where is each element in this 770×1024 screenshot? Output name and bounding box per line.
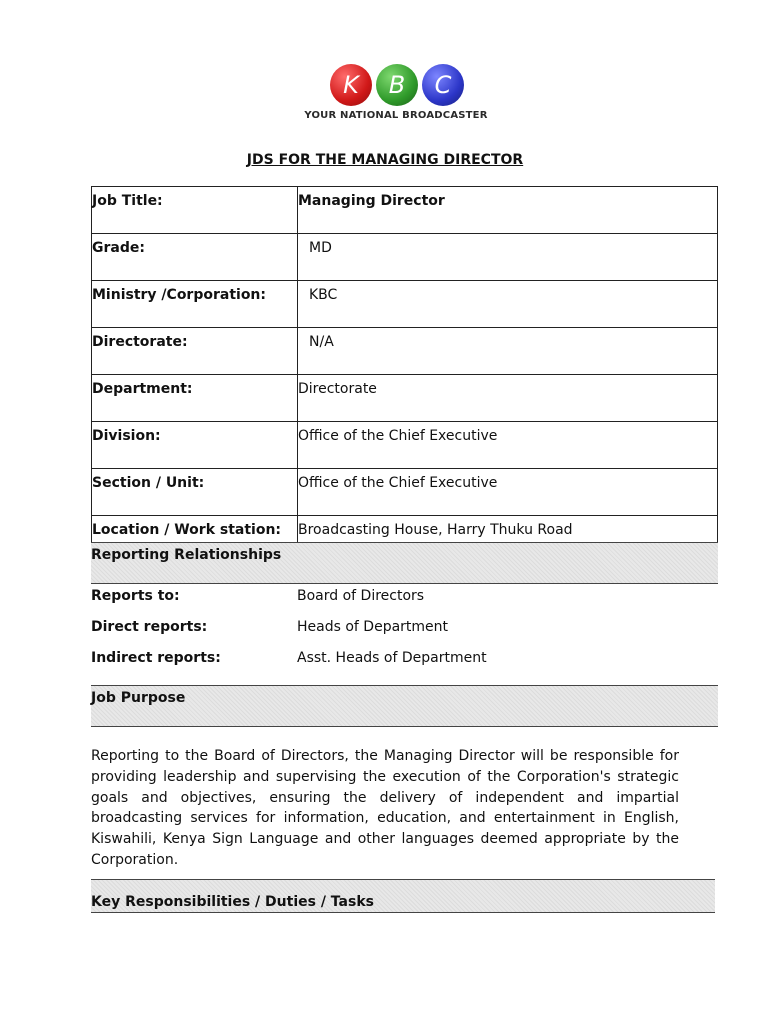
job-title-label: Job Title: [92,187,298,234]
division-label: Division: [92,422,298,469]
directorate-label: Directorate: [92,328,298,375]
indirect-reports-value: Asst. Heads of Department [297,650,487,666]
grade-label: Grade: [92,234,298,281]
document-title: JDS FOR THE MANAGING DIRECTOR [246,152,524,168]
logo-circles [330,62,470,108]
key-responsibilities-heading-text: Key Responsibilities / Duties / Tasks [91,894,374,910]
reporting-relationships-heading [91,542,718,584]
job-purpose-text: Reporting to the Board of Directors, the Managing Director will be responsible for providing leadership and supervising the execution of the Corporation's strategic goals and objectives, ensuring the delivery of independent and impartial broadcasting services for information, education, and entertainment in English, Kiswahili, Kenya Sign Language and other languages deemed appropriate by the Corporation. [91,748,679,868]
logo-letter-k: K [330,64,372,106]
table-row [92,281,718,328]
job-purpose-heading [91,685,718,727]
job-info-table [91,186,718,563]
division-value: Office of the Chief Executive [298,422,718,469]
table-row [92,328,718,375]
section-unit-label: Section / Unit: [92,469,298,516]
direct-reports-label: Direct reports: [91,619,208,635]
indirect-reports-label: Indirect reports: [91,650,221,666]
reports-to-label: Reports to: [91,588,180,604]
job-purpose-heading-text: Job Purpose [91,690,186,706]
location-value: Broadcasting House, Harry Thuku Road [298,516,718,563]
direct-reports-value: Heads of Department [297,619,449,635]
ministry-label: Ministry /Corporation: [92,281,298,328]
table-row [92,375,718,422]
reports-to-value: Board of Directors [297,588,425,604]
kbc-logo [296,62,496,124]
reporting-heading-text: Reporting Relationships [91,547,282,563]
directorate-value: N/A [298,328,718,375]
key-responsibilities-heading [91,879,715,913]
table-row [92,187,718,234]
table-row [92,234,718,281]
logo-letter-c: C [422,64,464,106]
grade-value: MD [298,234,718,281]
table-row [92,469,718,516]
department-label: Department: [92,375,298,422]
job-title-value: Managing Director [298,187,718,234]
ministry-value: KBC [298,281,718,328]
logo-tagline: YOUR NATIONAL BROADCASTER [304,110,488,121]
table-row [92,422,718,469]
section-unit-value: Office of the Chief Executive [298,469,718,516]
department-value: Directorate [298,375,718,422]
location-label: Location / Work station: [92,516,298,563]
logo-letter-b: B [376,64,418,106]
